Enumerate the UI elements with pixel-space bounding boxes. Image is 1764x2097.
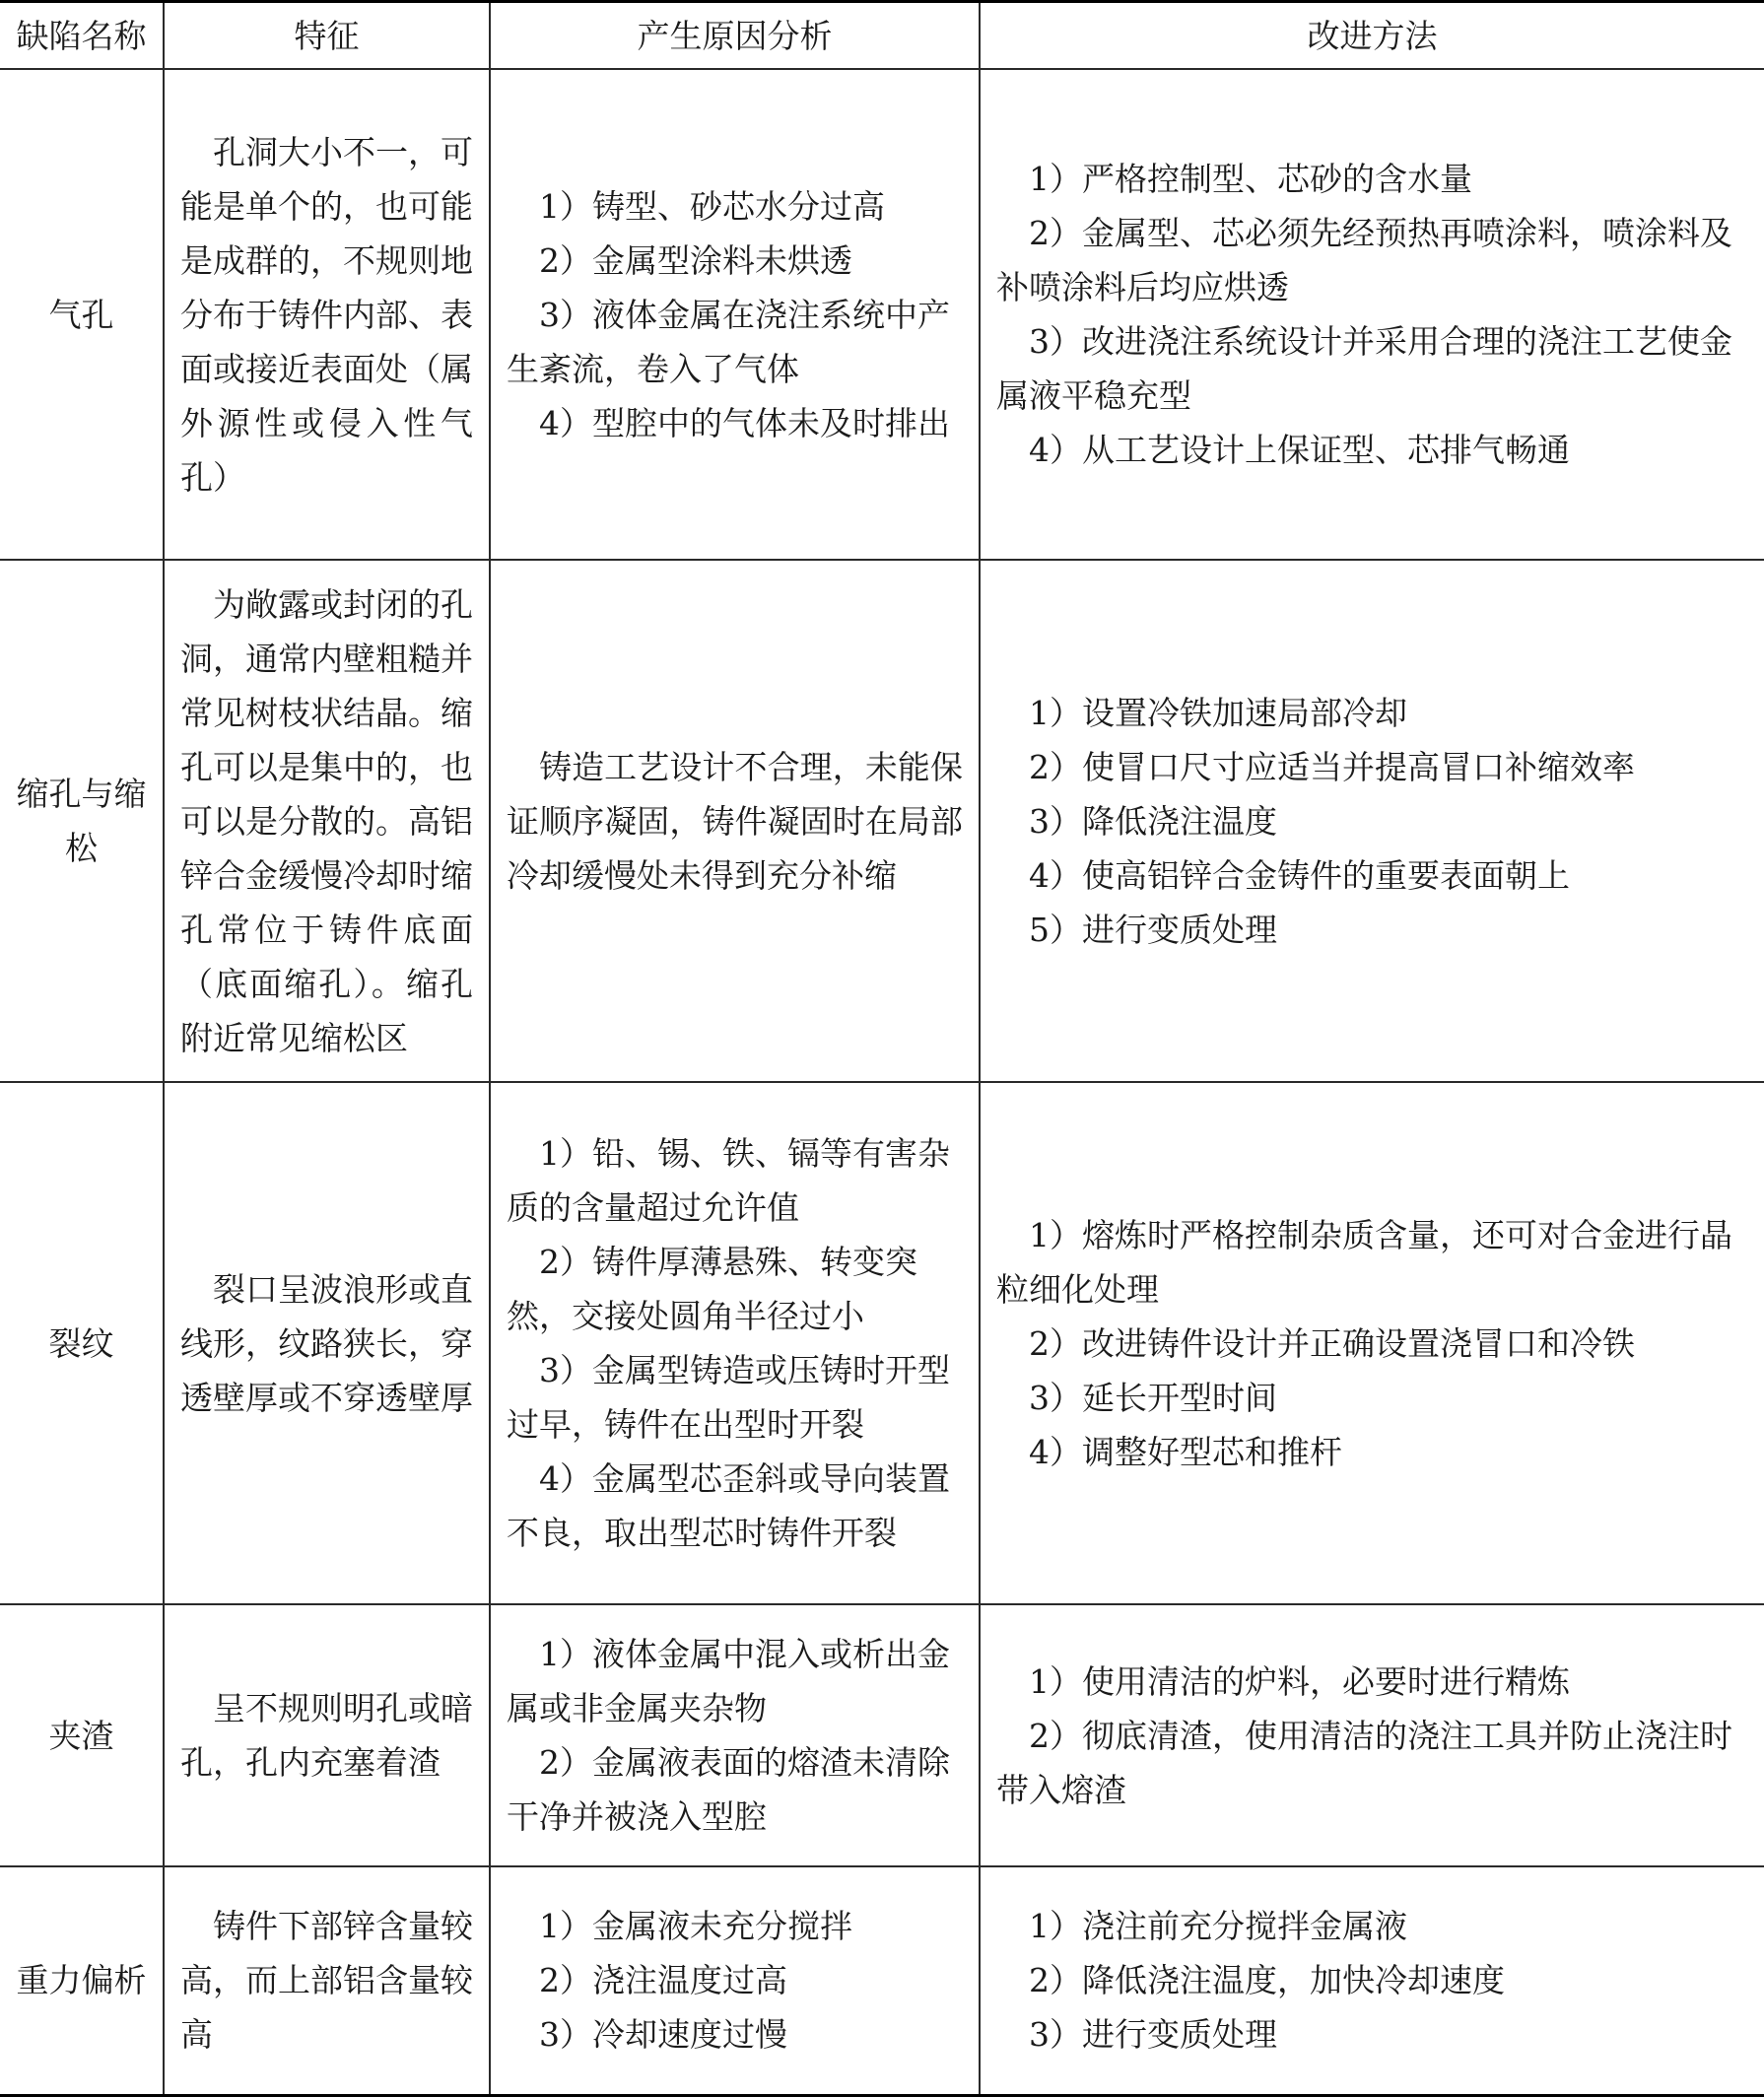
method-item: 3）降低浇注温度 (1029, 801, 1277, 841)
feature-cell (164, 1082, 490, 1604)
feature-cell (164, 560, 490, 1082)
method-item: 1）严格控制型、芯砂的含水量 (1029, 160, 1472, 198)
table-row (0, 560, 1764, 1082)
cause-cell (490, 1082, 980, 1604)
cause-cell (490, 1866, 980, 2095)
method-item: 1）浇注前充分搅拌金属液 (1029, 1907, 1407, 1946)
method-item: 2）彻底清渣，使用清洁的浇注工具并防止浇注时带入熔渣 (996, 1716, 1732, 1809)
method-item: 4）使高铝锌合金铸件的重要表面朝上 (1029, 855, 1570, 895)
method-item: 1）设置冷铁加速局部冷却 (1029, 693, 1407, 732)
cause-cell (490, 560, 980, 1082)
method-item: 2）使冒口尺寸应适当并提高冒口补缩效率 (1029, 747, 1635, 786)
cause-item: 3）液体金属在浇注系统中产生紊流，卷入了气体 (507, 295, 950, 388)
feature-text: 铸件下部锌含量较高，而上部铝含量较高 (180, 1907, 473, 2055)
cause-item: 1）铸型、砂芯水分过高 (539, 186, 885, 226)
method-cell (980, 1604, 1764, 1866)
cause-item: 1）液体金属中混入或析出金属或非金属夹杂物 (507, 1635, 950, 1727)
cause-item: 3）金属型铸造或压铸时开型过早，铸件在出型时开裂 (507, 1351, 950, 1444)
defect-name: 气孔 (0, 69, 164, 560)
feature-cell (164, 69, 490, 560)
table-row (0, 69, 1764, 560)
cause-item: 2）浇注温度过高 (539, 1961, 787, 2000)
table-row (0, 1866, 1764, 2095)
method-item: 3）改进浇注系统设计并采用合理的浇注工艺使金属液平稳充型 (996, 322, 1732, 415)
method-item: 2）金属型、芯必须先经预热再喷涂料，喷涂料及补喷涂料后均应烘透 (996, 214, 1732, 306)
method-item: 3）进行变质处理 (1029, 2015, 1277, 2055)
feature-cell (164, 1866, 490, 2095)
feature-text: 裂口呈波浪形或直线形，纹路狭长，穿透壁厚或不穿透壁厚 (180, 1269, 473, 1417)
defect-name: 夹渣 (0, 1604, 164, 1866)
method-item: 2）降低浇注温度，加快冷却速度 (1029, 1961, 1505, 2000)
method-cell (980, 1866, 1764, 2095)
defect-name: 裂纹 (0, 1082, 164, 1604)
feature-cell (164, 1604, 490, 1866)
header-defect-name: 缺陷名称 (0, 2, 164, 70)
header-method: 改进方法 (980, 2, 1764, 70)
cause-item: 2）金属液表面的熔渣未清除干净并被浇入型腔 (507, 1743, 950, 1836)
header-feature: 特征 (164, 2, 490, 70)
header-cause: 产生原因分析 (490, 2, 980, 70)
cause-item: 2）金属型涂料未烘透 (539, 240, 852, 280)
feature-text: 呈不规则明孔或暗孔，孔内充塞着渣 (180, 1689, 473, 1782)
cause-item: 4）型腔中的气体未及时排出 (539, 403, 950, 442)
cause-item: 3）冷却速度过慢 (539, 2015, 787, 2055)
method-item: 5）进行变质处理 (1029, 910, 1277, 949)
cause-cell (490, 69, 980, 560)
cause-item: 1）金属液未充分搅拌 (539, 1907, 852, 1946)
header-row (0, 2, 1764, 70)
feature-text: 为敞露或封闭的孔洞，通常内壁粗糙并常见树枝状结晶。缩孔可以是集中的，也可以是分散的。高铝锌合金缓慢冷却时缩孔常位于铸件底面（底面缩孔）。缩孔附近常见缩松区 (180, 584, 473, 1057)
defect-name: 缩孔与缩松 (0, 560, 164, 1082)
cause-item: 1）铅、锡、铁、镉等有害杂质的含量超过允许值 (507, 1134, 950, 1227)
cause-item: 铸造工艺设计不合理，未能保证顺序凝固，铸件凝固时在局部冷却缓慢处未得到充分补缩 (507, 747, 963, 895)
defect-name: 重力偏析 (0, 1866, 164, 2095)
method-cell (980, 560, 1764, 1082)
cause-item: 4）金属型芯歪斜或导向装置不良，取出型芯时铸件开裂 (507, 1459, 950, 1552)
table-row (0, 1082, 1764, 1604)
feature-text: 孔洞大小不一，可能是单个的，也可能是成群的，不规则地分布于铸件内部、表面或接近表面处（属外源性或侵入性气孔） (180, 132, 473, 497)
method-item: 1）熔炼时严格控制杂质含量，还可对合金进行晶粒细化处理 (996, 1215, 1732, 1309)
table-row (0, 1604, 1764, 1866)
method-item: 3）延长开型时间 (1029, 1378, 1277, 1417)
method-item: 4）从工艺设计上保证型、芯排气畅通 (1029, 431, 1570, 469)
method-item: 4）调整好型芯和推杆 (1029, 1432, 1342, 1471)
method-item: 2）改进铸件设计并正确设置浇冒口和冷铁 (1029, 1323, 1635, 1363)
method-cell (980, 69, 1764, 560)
cause-item: 2）铸件厚薄悬殊、转变突然，交接处圆角半径过小 (507, 1243, 917, 1335)
method-item: 1）使用清洁的炉料，必要时进行精炼 (1029, 1661, 1570, 1701)
cause-cell (490, 1604, 980, 1866)
method-cell (980, 1082, 1764, 1604)
